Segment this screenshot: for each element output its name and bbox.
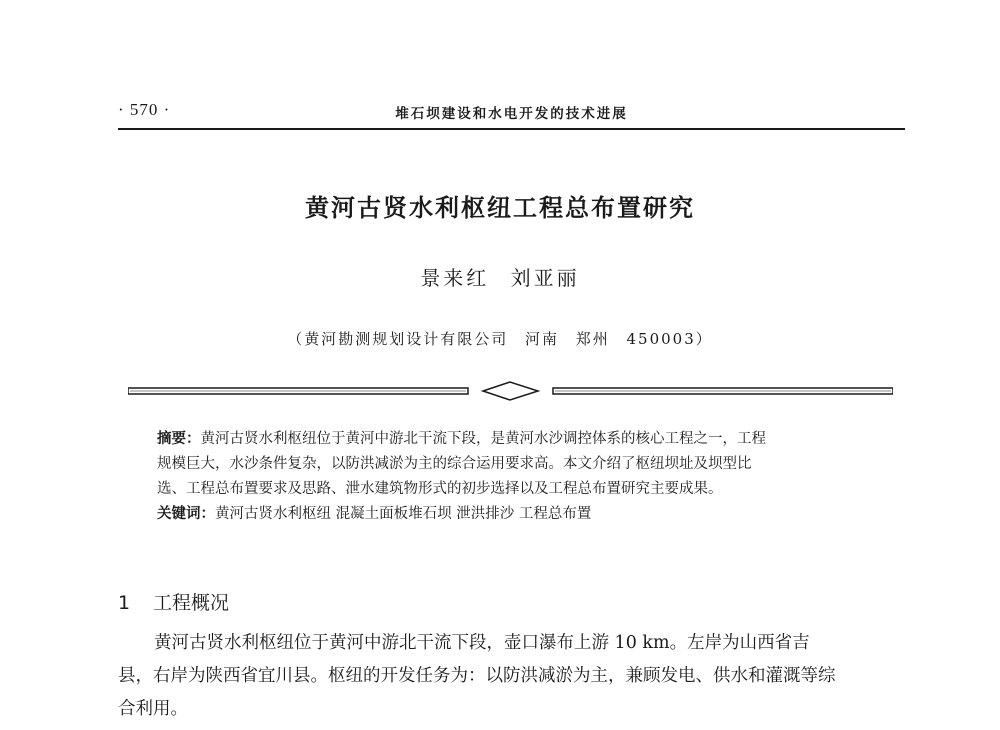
section-number: 1 — [118, 592, 131, 614]
page-number: · 570 · — [118, 100, 171, 119]
author-list: 景来红 刘亚丽 — [420, 266, 580, 290]
body-paragraph — [118, 627, 908, 726]
section-heading — [118, 588, 229, 615]
journal-title: 堆石坝建设和水电开发的技术进展 — [395, 106, 628, 122]
abstract-block — [157, 427, 877, 527]
paper-title: 黄河古贤水利枢纽工程总布置研究 — [305, 194, 695, 222]
running-header — [118, 100, 905, 126]
abstract-label: 摘要： — [157, 431, 201, 447]
keywords-text: 黄河古贤水利枢纽 混凝土面板堆石坝 泄洪排沙 工程总布置 — [215, 506, 592, 522]
abstract-text: 黄河古贤水利枢纽位于黄河中游北干流下段，是黄河水沙调控体系的核心工程之一，工程 — [200, 431, 766, 447]
header-rule — [118, 128, 905, 130]
body-line: 合利用。 — [118, 699, 188, 719]
body-line: 县，右岸为陕西省宜川县。枢纽的开发任务为：以防洪减淤为主，兼顾发电、供水和灌溉等综 — [118, 666, 836, 686]
section-title: 工程概况 — [153, 592, 230, 614]
decorative-separator — [128, 380, 893, 402]
affiliation: （黄河勘测规划设计有限公司 河南 郑州 450003） — [287, 330, 713, 348]
abstract-line — [157, 427, 877, 452]
body-line: 黄河古贤水利枢纽位于黄河中游北干流下段，壶口瀑布上游 10 km。左岸为山西省吉 — [154, 633, 810, 653]
abstract-line: 选、工程总布置要求及思路、泄水建筑物形式的初步选择以及工程总布置研究主要成果。 — [157, 481, 723, 497]
abstract-line: 规模巨大，水沙条件复杂，以防洪减淤为主的综合运用要求高。本文介绍了枢纽坝址及坝型比 — [157, 456, 752, 472]
keywords-line — [157, 502, 877, 527]
keywords-label: 关键词： — [157, 506, 215, 522]
